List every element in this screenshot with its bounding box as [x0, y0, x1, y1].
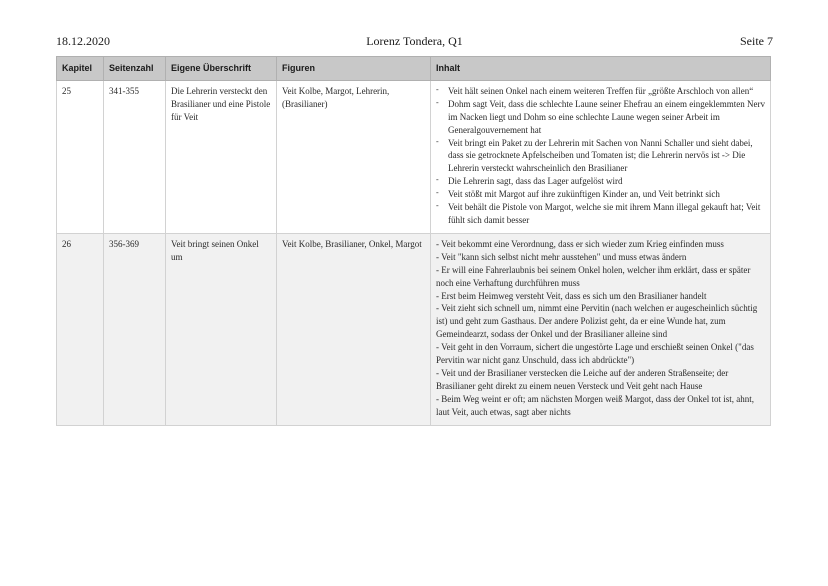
column-header-figuren: Figuren [277, 57, 431, 81]
list-item: - Veit stößt mit Margot auf ihre zukünftigen Kinder an, und Veit betrinkt sich [436, 188, 765, 201]
cell-kapitel: 25 [57, 80, 104, 233]
column-header-ueberschrift: Eigene Überschrift [166, 57, 277, 81]
cell-figuren: Veit Kolbe, Margot, Lehrerin, (Brasilianer) [277, 80, 431, 233]
list-item: - Veit hält seinen Onkel nach einem weiteren Treffen für „größte Arschloch von allen“ [436, 85, 765, 98]
list-item: - Erst beim Heimweg versteht Veit, dass es sich um den Brasilianer handelt [436, 290, 707, 301]
cell-seitenzahl: 356-369 [104, 233, 166, 425]
column-header-inhalt: Inhalt [431, 57, 771, 81]
cell-kapitel: 26 [57, 233, 104, 425]
cell-inhalt [431, 80, 771, 233]
list-item: - Veit behält die Pistole von Margot, welche sie mit ihrem Mann illegal gekauft hat; Veit fühlt sich damit besser [436, 201, 765, 227]
list-item: - Veit bringt ein Paket zu der Lehrerin mit Sachen von Nanni Schaller und sieht dabei, dass sie getrocknete Apfelscheiben und Tomaten ist; die Lehrerin nervös ist -> Die Lehrerin versteckt wahrscheinlich den Brasilianer [436, 137, 765, 176]
table-row [57, 80, 771, 233]
header-author: Lorenz Tondera, Q1 [366, 34, 463, 48]
list-item: - Dohm sagt Veit, dass die schlechte Laune seiner Ehefrau an einem eingeklemmten Nerv im Nacken liegt und Dohm so eine schlechte Laune wegen seiner Arbeit im Generalgouvernement hat [436, 98, 765, 137]
page-header [56, 34, 773, 50]
inhalt-list [436, 238, 765, 419]
chapter-table [56, 56, 771, 426]
inhalt-list [436, 85, 765, 227]
cell-figuren: Veit Kolbe, Brasilianer, Onkel, Margot [277, 233, 431, 425]
header-date: 18.12.2020 [56, 34, 110, 48]
list-item: - Veit und der Brasilianer verstecken die Leiche auf der anderen Straßenseite; der Brasilianer geht direkt zu einem neuen Versteck und Veit geht nach Hause [436, 367, 729, 391]
cell-seitenzahl: 341-355 [104, 80, 166, 233]
cell-ueberschrift: Veit bringt seinen Onkel um [166, 233, 277, 425]
list-item: - Veit "kann sich selbst nicht mehr ausstehen" und muss etwas ändern [436, 251, 687, 262]
list-item: - Er will eine Fahrerlaubnis bei seinem Onkel holen, welcher ihm erklärt, dass er später noch eine Verhaftung durchführen muss [436, 264, 751, 288]
list-item: - Die Lehrerin sagt, dass das Lager aufgelöst wird [436, 175, 765, 188]
list-item: - Veit bekommt eine Verordnung, dass er sich wieder zum Krieg einfinden muss [436, 238, 724, 249]
table-header-row [57, 57, 771, 81]
column-header-seitenzahl: Seitenzahl [104, 57, 166, 81]
list-item: - Veit geht in den Vorraum, sichert die ungestörte Lage und erschießt seinen Onkel ("das Pervitin war nicht ganz Unschuld, dass ich abdrückte") [436, 342, 754, 366]
column-header-kapitel: Kapitel [57, 57, 104, 81]
list-item: - Beim Weg weint er oft; am nächsten Morgen weiß Margot, dass der Onkel tot ist, ahnt, laut Veit, auch etwas, sagt aber nichts [436, 393, 754, 417]
cell-inhalt [431, 233, 771, 425]
cell-ueberschrift: Die Lehrerin versteckt den Brasilianer und eine Pistole für Veit [166, 80, 277, 233]
table-row [57, 233, 771, 425]
header-page-number: Seite 7 [740, 34, 773, 48]
list-item: - Veit zieht sich schnell um, nimmt eine Pervitin (nach welchen er augescheinlich süchtig ist) und geht zum Gasthaus. Der andere Polizist geht, da er eine Wunde hat, zum Gemeindearzt, sodass der Onkel und der Brasilianer alleine sind [436, 303, 758, 340]
